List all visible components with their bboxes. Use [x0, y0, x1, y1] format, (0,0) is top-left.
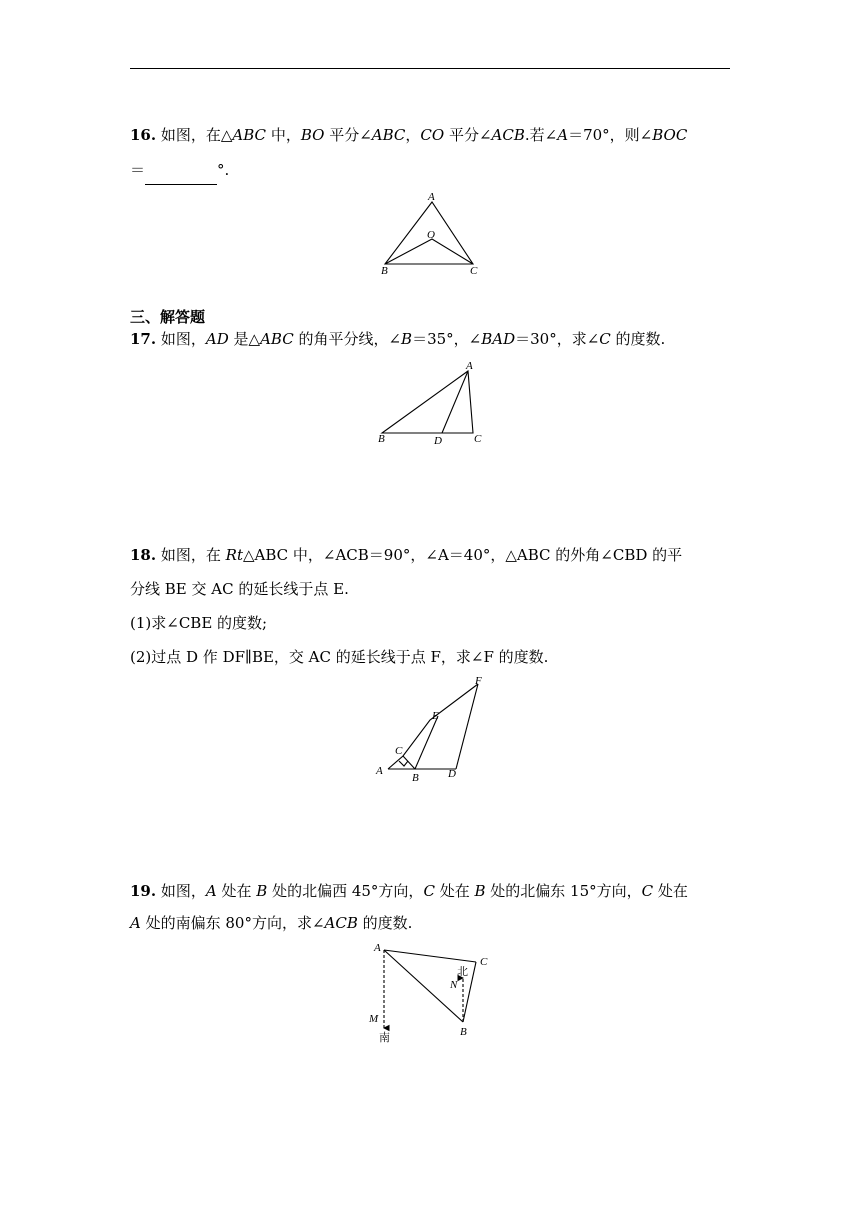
- q16-text: °.: [217, 161, 230, 179]
- q16-var: ABC: [232, 126, 267, 144]
- q17-triangle: [382, 371, 473, 433]
- q18-label-a: A: [376, 765, 383, 777]
- q16-text: ＝70°，则∠: [568, 126, 653, 144]
- q18-figure: [370, 674, 495, 789]
- q19-text: 处的北偏西 45°方向，: [267, 882, 424, 900]
- q18-segment-bc: [403, 756, 415, 769]
- q17-var: C: [599, 330, 611, 348]
- q19-text: 处在: [434, 882, 475, 900]
- q17-figure: [370, 357, 495, 452]
- q17-var: ABC: [260, 330, 294, 348]
- q17-label-a: A: [466, 360, 473, 372]
- section-heading: 三、解答题: [130, 308, 206, 326]
- answer-blank[interactable]: [145, 166, 217, 185]
- q16-label-a: A: [428, 191, 435, 203]
- q16-text: ，: [405, 126, 421, 144]
- q16-var: ABC: [371, 126, 406, 144]
- q19-text: 的度数.: [357, 914, 413, 932]
- q18-text: △ABC 中，∠ACB＝90°，∠A＝40°，△ABC 的外角∠CBD 的平: [242, 546, 683, 564]
- q18-right-angle-mark: [399, 761, 408, 766]
- q17-number: 17.: [130, 330, 157, 348]
- q19-var: A: [130, 914, 141, 932]
- q18-text: 如图，在: [156, 546, 226, 564]
- q17-var: B: [401, 330, 413, 348]
- q19-var: C: [641, 882, 654, 900]
- q19-text: 处的北偏东 15°方向，: [485, 882, 642, 900]
- q16-label-b: B: [381, 265, 388, 277]
- q16-text: 平分∠: [444, 126, 492, 144]
- q19-text: 处的南偏东 80°方向，求∠: [140, 914, 325, 932]
- header-rule: [130, 68, 730, 69]
- q16-bisectors: [385, 239, 473, 264]
- q19-line1: [130, 876, 730, 906]
- q16-text: 平分∠: [324, 126, 372, 144]
- q18-label-d: D: [448, 768, 456, 780]
- q19-line2: [130, 908, 730, 938]
- q19-label-n: N: [450, 979, 458, 991]
- q16-line2: [130, 155, 730, 185]
- q18-part1: (1)求∠CBE 的度数;: [130, 614, 268, 632]
- q19-label-a: A: [374, 942, 381, 954]
- q16-text: .若∠: [524, 126, 558, 144]
- q17-text: 如图，: [156, 330, 206, 348]
- q18-segment-df: [456, 684, 478, 769]
- q17-text: 的角平分线，∠: [293, 330, 402, 348]
- q19-label-south: 南: [379, 1031, 390, 1044]
- q18-number: 18.: [130, 546, 157, 564]
- q19-figure: [360, 940, 500, 1055]
- q18-line1: [130, 540, 730, 570]
- q18-label-f: F: [475, 675, 482, 687]
- q16-label-c: C: [470, 265, 478, 277]
- q17-var: BAD: [481, 330, 516, 348]
- q19-var: C: [423, 882, 435, 900]
- q16-var: ACB: [491, 126, 525, 144]
- q19-label-m: M: [369, 1013, 379, 1025]
- q18-part2: (2)过点 D 作 DF∥BE，交 AC 的延长线于点 F，求∠F 的度数.: [130, 648, 549, 666]
- q16-number: 16.: [130, 126, 157, 144]
- q17-text: ＝30°，求∠: [515, 330, 600, 348]
- q17-text: 的度数.: [610, 330, 666, 348]
- q18-label-c: C: [395, 745, 403, 757]
- q18-label-e: E: [432, 710, 439, 722]
- q16-text: ＝: [130, 161, 146, 179]
- q17-line1: [130, 324, 730, 354]
- q19-text: 处在: [653, 882, 688, 900]
- q19-var: ACB: [324, 914, 358, 932]
- q18-label-b: B: [412, 772, 419, 784]
- q17-var: AD: [205, 330, 229, 348]
- q16-var: BOC: [652, 126, 688, 144]
- q16-figure: [370, 188, 490, 283]
- q18-line2: 分线 BE 交 AC 的延长线于点 E.: [130, 580, 349, 598]
- q17-text: 是△: [228, 330, 261, 348]
- q16-var: A: [557, 126, 569, 144]
- q19-var: B: [474, 882, 486, 900]
- q16-label-o: O: [427, 229, 435, 241]
- q19-label-c: C: [480, 956, 488, 968]
- q16-var: BO: [300, 126, 325, 144]
- q19-label-b: B: [460, 1026, 467, 1038]
- q16-text: 如图，在△: [156, 126, 233, 144]
- q19-segment-ac: [384, 950, 476, 962]
- q19-text: 如图，: [156, 882, 206, 900]
- q16-text: 中，: [266, 126, 301, 144]
- q16-line1: [130, 120, 730, 150]
- q16-var: CO: [420, 126, 445, 144]
- q17-text: ＝35°，∠: [412, 330, 482, 348]
- q19-number: 19.: [130, 882, 157, 900]
- q17-label-b: B: [378, 433, 385, 445]
- q19-label-north: 北: [457, 965, 468, 978]
- q18-var: Rt: [225, 546, 243, 564]
- q17-label-d: D: [434, 435, 442, 447]
- q19-text: 处在: [216, 882, 257, 900]
- q17-label-c: C: [474, 433, 482, 445]
- q19-var: B: [256, 882, 268, 900]
- q19-var: A: [205, 882, 217, 900]
